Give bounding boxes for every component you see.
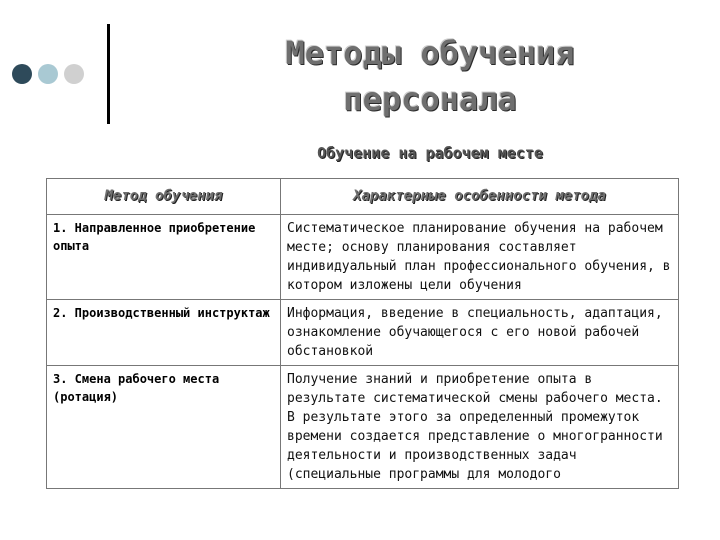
table-row: [47, 215, 679, 300]
column-header-features: Характерные особенности метода: [281, 179, 679, 215]
dark-dot-icon: [12, 64, 32, 84]
column-header-method: Метод обучения: [47, 179, 281, 215]
description-cell: Информация, введение в специальность, адаптация, ознакомление обучающегося с его новой рабочей обстановкой: [281, 300, 679, 366]
slide-title: [140, 30, 720, 122]
title-line-1: Методы обучения: [285, 34, 575, 72]
method-cell: 2. Производственный инструктаж: [47, 300, 281, 366]
methods-table: [46, 178, 679, 489]
decorative-dots: [12, 64, 84, 84]
description-cell: Получение знаний и приобретение опыта в результате систематической смены рабочего места. В результате этого за определенный промежуток времени создается представление о многогранности деятельности и производственных задач (специальные программы для молодого: [281, 366, 679, 489]
grey-dot-icon: [64, 64, 84, 84]
slide-subtitle: Обучение на рабочем месте: [317, 144, 543, 162]
table-header-row: [47, 179, 679, 215]
light-blue-dot-icon: [38, 64, 58, 84]
description-cell: Систематическое планирование обучения на рабочем месте; основу планирования составляет индивидуальный план профессионального обучения, в котором изложены цели обучения: [281, 215, 679, 300]
method-cell: 1. Направленное приобретение опыта: [47, 215, 281, 300]
method-cell: 3. Смена рабочего места (ротация): [47, 366, 281, 489]
title-line-2: персонала: [343, 80, 517, 118]
vertical-divider: [107, 24, 110, 124]
table-row: [47, 366, 679, 489]
table-row: [47, 300, 679, 366]
